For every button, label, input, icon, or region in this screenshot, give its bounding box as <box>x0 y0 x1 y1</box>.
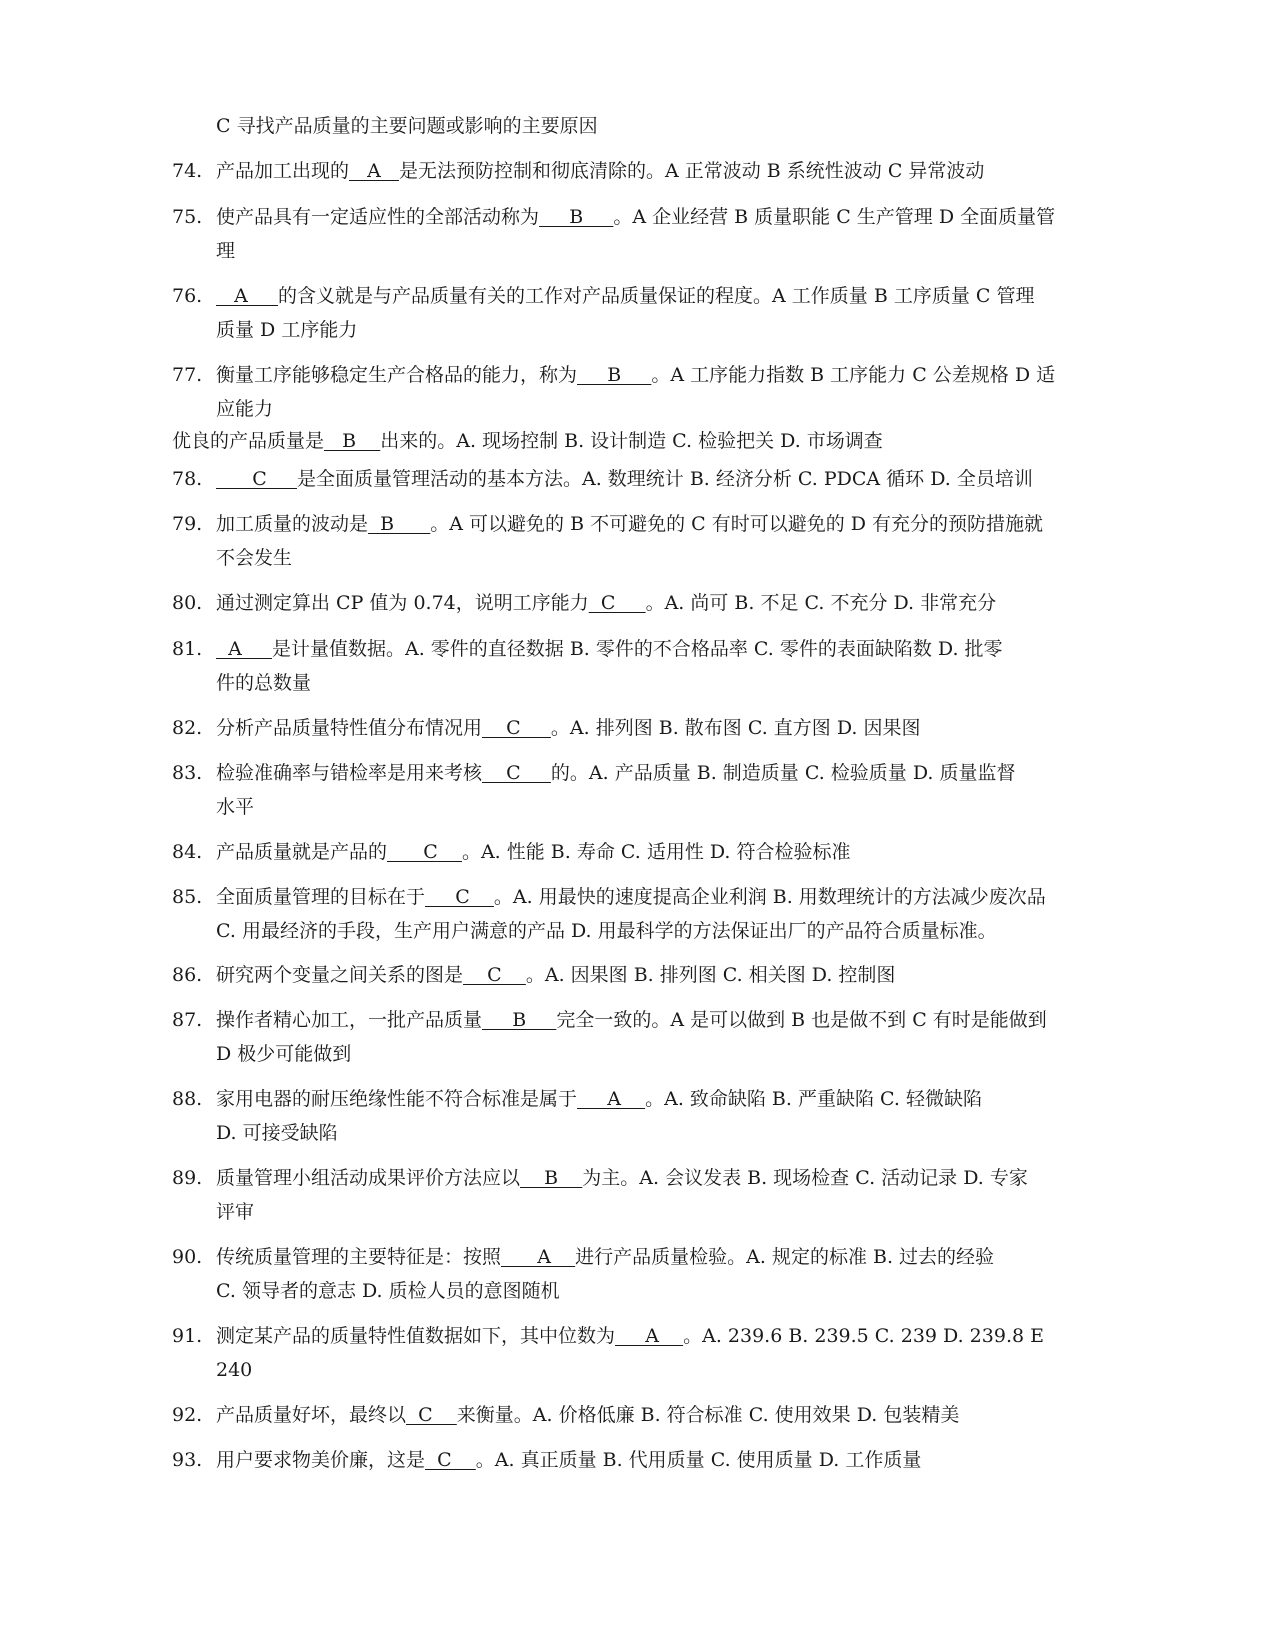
question-text <box>216 1324 1044 1348</box>
question-number: 92. <box>172 1404 203 1426</box>
question-text-continued: 水平 <box>216 796 255 818</box>
question-number: 81. <box>172 638 203 660</box>
answer-blank: B <box>539 206 614 228</box>
question-text <box>216 1087 982 1111</box>
answer-blank: C <box>588 592 646 614</box>
question-text <box>216 761 1015 785</box>
options-text: 。A. 排列图 B. 散布图 C. 直方图 D. 因果图 <box>550 717 921 739</box>
stem-text: 研究两个变量之间关系的图是 <box>216 964 464 986</box>
answer-blank: B <box>577 364 652 386</box>
stem-text: 产品质量好坏，最终以 <box>216 1404 407 1426</box>
options-text: 进行产品质量检验。A. 规定的标准 B. 过去的经验 <box>575 1246 995 1268</box>
question-number: 89. <box>172 1167 203 1189</box>
question-text <box>216 1166 1028 1190</box>
question-text <box>216 363 1055 387</box>
answer-blank: B <box>520 1167 583 1189</box>
stem-text: 加工质量的波动是 <box>216 513 369 535</box>
question-number: 85. <box>172 886 203 908</box>
question-text <box>216 840 851 864</box>
stem-text: 全面质量管理的目标在于 <box>216 886 426 908</box>
stem-text: 分析产品质量特性值分布情况用 <box>216 717 483 739</box>
question-number: 83. <box>172 762 203 784</box>
stem-text: 检验准确率与错检率是用来考核 <box>216 762 483 784</box>
stem-text: 使产品具有一定适应性的全部活动称为 <box>216 206 540 228</box>
answer-blank: C <box>482 717 551 739</box>
question-number: 75. <box>172 206 203 228</box>
question-number: 87. <box>172 1009 203 1031</box>
question-text-continued: 应能力 <box>216 398 274 420</box>
question-text <box>172 429 883 455</box>
question-text <box>216 885 1046 909</box>
question-number: 88. <box>172 1088 203 1110</box>
question-text-continued: D. 可接受缺陷 <box>216 1122 338 1144</box>
answer-blank: A <box>577 1088 646 1110</box>
question-number: 84. <box>172 841 203 863</box>
question-text-continued: D 极少可能做到 <box>216 1043 352 1065</box>
question-number: 80. <box>172 592 203 614</box>
question-text <box>216 637 1003 661</box>
question-text <box>216 467 1033 491</box>
question-text-continued: 理 <box>216 240 236 262</box>
answer-blank: A <box>216 285 279 307</box>
stem-text: 衡量工序能够稳定生产合格品的能力，称为 <box>216 364 578 386</box>
question-text-continued: 不会发生 <box>216 547 293 569</box>
option-text: C 寻找产品质量的主要问题或影响的主要原因 <box>216 115 598 137</box>
question-text <box>216 284 1034 308</box>
question-number: 91. <box>172 1325 203 1347</box>
answer-blank: A <box>501 1246 576 1268</box>
answer-blank: C <box>482 762 551 784</box>
options-text: 。A. 用最快的速度提高企业利润 B. 用数理统计的方法减少废次品 <box>493 886 1046 908</box>
stem-text: 传统质量管理的主要特征是：按照 <box>216 1246 502 1268</box>
question-73-option-c <box>216 114 598 140</box>
question-number: 79. <box>172 513 203 535</box>
options-text: 。A. 尚可 B. 不足 C. 不充分 D. 非常充分 <box>645 592 997 614</box>
answer-blank: C <box>387 841 462 863</box>
question-text-continued: C. 领导者的意志 D. 质检人员的意图随机 <box>216 1280 560 1302</box>
question-text <box>216 1448 921 1472</box>
options-text: 为主。A. 会议发表 B. 现场检查 C. 活动记录 D. 专家 <box>582 1167 1028 1189</box>
options-text: 。A 企业经营 B 质量职能 C 生产管理 D 全面质量管 <box>613 206 1056 228</box>
stem-text: 操作者精心加工，一批产品质量 <box>216 1009 483 1031</box>
question-text <box>216 205 1055 229</box>
options-text: 。A. 239.6 B. 239.5 C. 239 D. 239.8 E <box>683 1325 1044 1347</box>
stem-text: 优良的产品质量是 <box>172 430 325 452</box>
question-text <box>216 1008 1047 1032</box>
stem-text: 测定某产品的质量特性值数据如下，其中位数为 <box>216 1325 616 1347</box>
stem-text: 是全面质量管理活动的基本方法。A. 数理统计 B. 经济分析 C. PDCA 循环 D. 全员培训 <box>296 468 1033 490</box>
question-number: 82. <box>172 717 203 739</box>
question-text-continued: 件的总数量 <box>216 672 312 694</box>
options-text: 。A. 性能 B. 寿命 C. 适用性 D. 符合检验标准 <box>461 841 851 863</box>
stem-text: 是计量值数据。A. 零件的直径数据 B. 零件的不合格品率 C. 零件的表面缺陷数 D. 批零 <box>272 638 1003 660</box>
options-text: 。A. 因果图 B. 排列图 C. 相关图 D. 控制图 <box>525 964 896 986</box>
answer-blank: C <box>216 468 297 490</box>
question-number: 86. <box>172 964 203 986</box>
options-text: 是无法预防控制和彻底清除的。A 正常波动 B 系统性波动 C 异常波动 <box>398 160 985 182</box>
question-text <box>216 716 920 740</box>
answer-blank: A <box>216 638 272 660</box>
options-text: 。A 可以避免的 B 不可避免的 C 有时可以避免的 D 有充分的预防措施就 <box>430 513 1044 535</box>
stem-text: 质量管理小组活动成果评价方法应以 <box>216 1167 521 1189</box>
question-text <box>216 591 996 615</box>
question-number: 74. <box>172 160 203 182</box>
stem-text: 的含义就是与产品质量有关的工作对产品质量保证的程度。A 工作质量 B 工序质量 C 管理 <box>278 285 1035 307</box>
question-number: 76. <box>172 285 203 307</box>
question-text <box>216 1245 994 1269</box>
stem-text: 家用电器的耐压绝缘性能不符合标准是属于 <box>216 1088 578 1110</box>
options-text: 出来的。A. 现场控制 B. 设计制造 C. 检验把关 D. 市场调查 <box>380 430 883 452</box>
answer-blank: A <box>349 160 399 182</box>
answer-blank: C <box>425 886 494 908</box>
answer-blank: B <box>324 430 381 452</box>
options-text: 。A. 致命缺陷 B. 严重缺陷 C. 轻微缺陷 <box>645 1088 982 1110</box>
question-number: 90. <box>172 1246 203 1268</box>
question-text <box>216 159 984 183</box>
answer-blank: A <box>615 1325 684 1347</box>
question-text-continued: 240 <box>216 1359 253 1381</box>
question-text-continued: 质量 D 工序能力 <box>216 319 358 341</box>
options-text: 的。A. 产品质量 B. 制造质量 C. 检验质量 D. 质量监督 <box>550 762 1016 784</box>
question-number: 93. <box>172 1449 203 1471</box>
question-text-continued: 评审 <box>216 1201 255 1223</box>
answer-blank: C <box>406 1404 457 1426</box>
options-text: 。A. 真正质量 B. 代用质量 C. 使用质量 D. 工作质量 <box>475 1449 922 1471</box>
question-number: 77. <box>172 364 203 386</box>
question-number: 78. <box>172 468 203 490</box>
options-text: 来衡量。A. 价格低廉 B. 符合标准 C. 使用效果 D. 包装精美 <box>456 1404 960 1426</box>
answer-blank: B <box>482 1009 557 1031</box>
question-text <box>216 1403 959 1427</box>
options-text: 完全一致的。A 是可以做到 B 也是做不到 C 有时是能做到 <box>556 1009 1047 1031</box>
stem-text: 产品质量就是产品的 <box>216 841 388 863</box>
answer-blank: B <box>368 513 431 535</box>
question-text-continued: C. 用最经济的手段，生产用户满意的产品 D. 用最科学的方法保证出厂的产品符合质量标准。 <box>216 920 997 942</box>
answer-blank: C <box>425 1449 476 1471</box>
question-text <box>216 512 1043 536</box>
options-text: 。A 工序能力指数 B 工序能力 C 公差规格 D 适 <box>651 364 1056 386</box>
stem-text: 用户要求物美价廉，这是 <box>216 1449 426 1471</box>
answer-blank: C <box>463 964 526 986</box>
question-text <box>216 963 895 987</box>
stem-text: 产品加工出现的 <box>216 160 350 182</box>
stem-text: 通过测定算出 CP 值为 0.74，说明工序能力 <box>216 592 589 614</box>
